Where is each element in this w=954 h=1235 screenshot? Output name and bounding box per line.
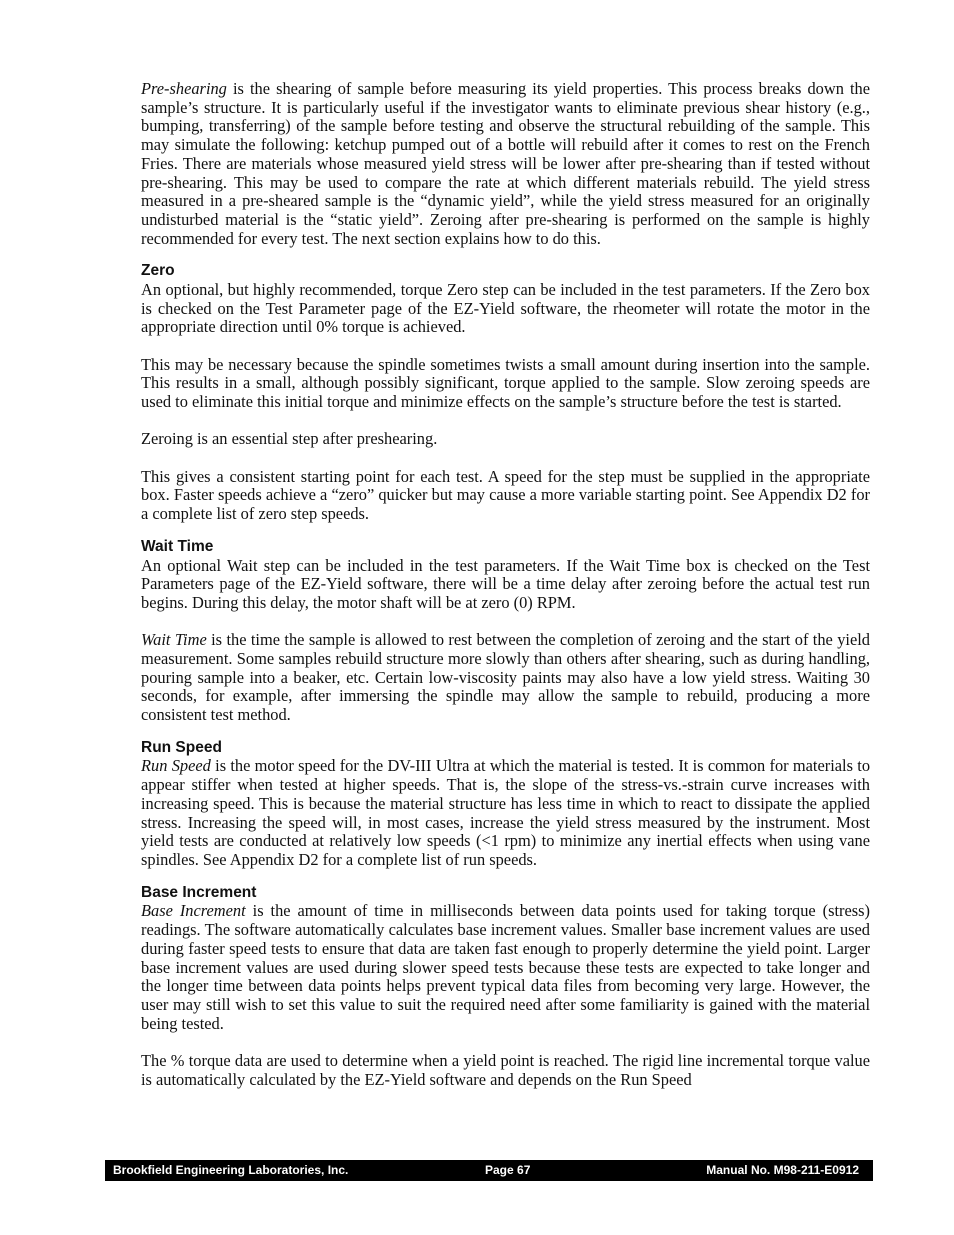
- wait-text: is the time the sample is allowed to rest between the completion of zeroing and the start of the yield measurement. Some samples rebuild structure more slowly than others after shearing, such as during handling, pouring sample into a beaker, etc. Certain low-viscosity paints may also have a low yield stress. Waiting 30 seconds, for example, after immersing the spindle may allow the sample to rebuild, producing a more consistent test method.: [141, 630, 870, 725]
- footer-page-number: Page 67: [485, 1163, 531, 1177]
- section-base-increment: [141, 884, 870, 1090]
- run-paragraph-1: [141, 757, 870, 869]
- section-zero: [141, 262, 870, 524]
- footer-manual-number: Manual No. M98-211-E0912: [706, 1163, 859, 1177]
- section-heading-zero: Zero: [141, 262, 175, 280]
- section-heading-run-speed: Run Speed: [141, 738, 222, 756]
- zero-paragraph-3: Zeroing is an essential step after preshearing.: [141, 429, 438, 449]
- wait-lead-term: Wait Time: [141, 630, 207, 650]
- section-wait-time: [141, 538, 870, 725]
- section-heading-base-increment: Base Increment: [141, 883, 257, 901]
- section-heading-wait-time: Wait Time: [141, 537, 214, 555]
- wait-paragraph-1: An optional Wait step can be included in the test parameters. If the Wait Time box is checked on the Test Parameters page of the EZ-Yield software, there will be a time delay after zeroing before the actual test run begins. During this delay, the motor shaft will be at zero (0) RPM.: [141, 555, 870, 612]
- zero-paragraph-2: This may be necessary because the spindle sometimes twists a small amount during insertion into the sample. This results in a small, although possibly significant, torque applied to the sample. Slow zeroing speeds are used to eliminate this initial torque and minimize effects on the sample’s structure before the test is started.: [141, 354, 870, 412]
- footer-company: Brookfield Engineering Laboratories, Inc.: [113, 1163, 349, 1177]
- zero-paragraph-1: An optional, but highly recommended, torque Zero step can be included in the test parameters. If the Zero box is checked on the Test Parameter page of the EZ-Yield software, the rheometer will rotate the motor in the appropriate direction until 0% torque is achieved.: [141, 280, 870, 337]
- run-text: is the motor speed for the DV-III Ultra at which the material is tested. It is common for materials to appear stiffer when tested at higher speeds. That is, the slope of the stress-vs.-strain curve increases with increasing speed. This is because the material structure has less time in which to react to dissipate the applied stress. Increasing the speed will, in most cases, increase the yield stress measured by the instrument. Most yield tests are conducted at relatively low speeds (<1 rpm) to minimize any inertial effects when using vane spindles. See Appendix D2 for a complete list of run speeds.: [141, 756, 871, 869]
- page-footer: [105, 1160, 873, 1181]
- section-run-speed: [141, 739, 870, 870]
- base-text: is the amount of time in milliseconds between data points used for taking torque (stress) readings. The software automatically calculates base increment values. Smaller base increment values are used during faster speed tests to ensure that data are taken fast enough to properly determine the yield point. Larger base increment values are used during slower speed tests because these tests are expected to take longer and the longer time between data points helps prevent typical data files from becoming very large. However, the user may still wish to set this value to suit the required need after some familiarity is gained with the material being tested.: [141, 901, 871, 1033]
- zero-paragraph-4: This gives a consistent starting point for each test. A speed for the step must be supplied in the appropriate box. Faster speeds achieve a “zero” quicker but may cause a more variable starting point. See Appendix D2 for a complete list of zero step speeds.: [141, 466, 870, 524]
- base-paragraph-2: The % torque data are used to determine when a yield point is reached. The rigid line incremental torque value is automatically calculated by the EZ-Yield software and depends on the Run Speed: [141, 1050, 870, 1089]
- intro-text: is the shearing of sample before measuring its yield properties. This process breaks down the sample’s structure. It is particularly useful if the investigator wants to eliminate previous shear history (e.g., bumping, transferring) of the sample before testing and observe the structural rebuilding of the sample. This may simulate the following: ketchup pumped out of a bottle will rebuild after it comes to rest on the French Fries. There are materials whose measured yield stress will be lower after pre-shearing than if tested without pre-shearing. This may be used to compare the rate at which different materials rebuild. The yield stress measured in a pre-sheared sample is the “dynamic yield”, while the yield stress measured for an originally undisturbed material is the “static yield”. Zeroing after pre-shearing is performed on the sample is highly recommended for every test. The next section explains how to do this.: [141, 79, 870, 248]
- intro-paragraph: [141, 80, 870, 248]
- intro-lead-term: Pre-shearing: [141, 79, 227, 98]
- base-paragraph-1: [141, 902, 870, 1033]
- page-body: [141, 80, 870, 1089]
- base-lead-term: Base Increment: [141, 901, 246, 921]
- run-lead-term: Run Speed: [141, 756, 211, 776]
- wait-paragraph-2: [141, 631, 870, 725]
